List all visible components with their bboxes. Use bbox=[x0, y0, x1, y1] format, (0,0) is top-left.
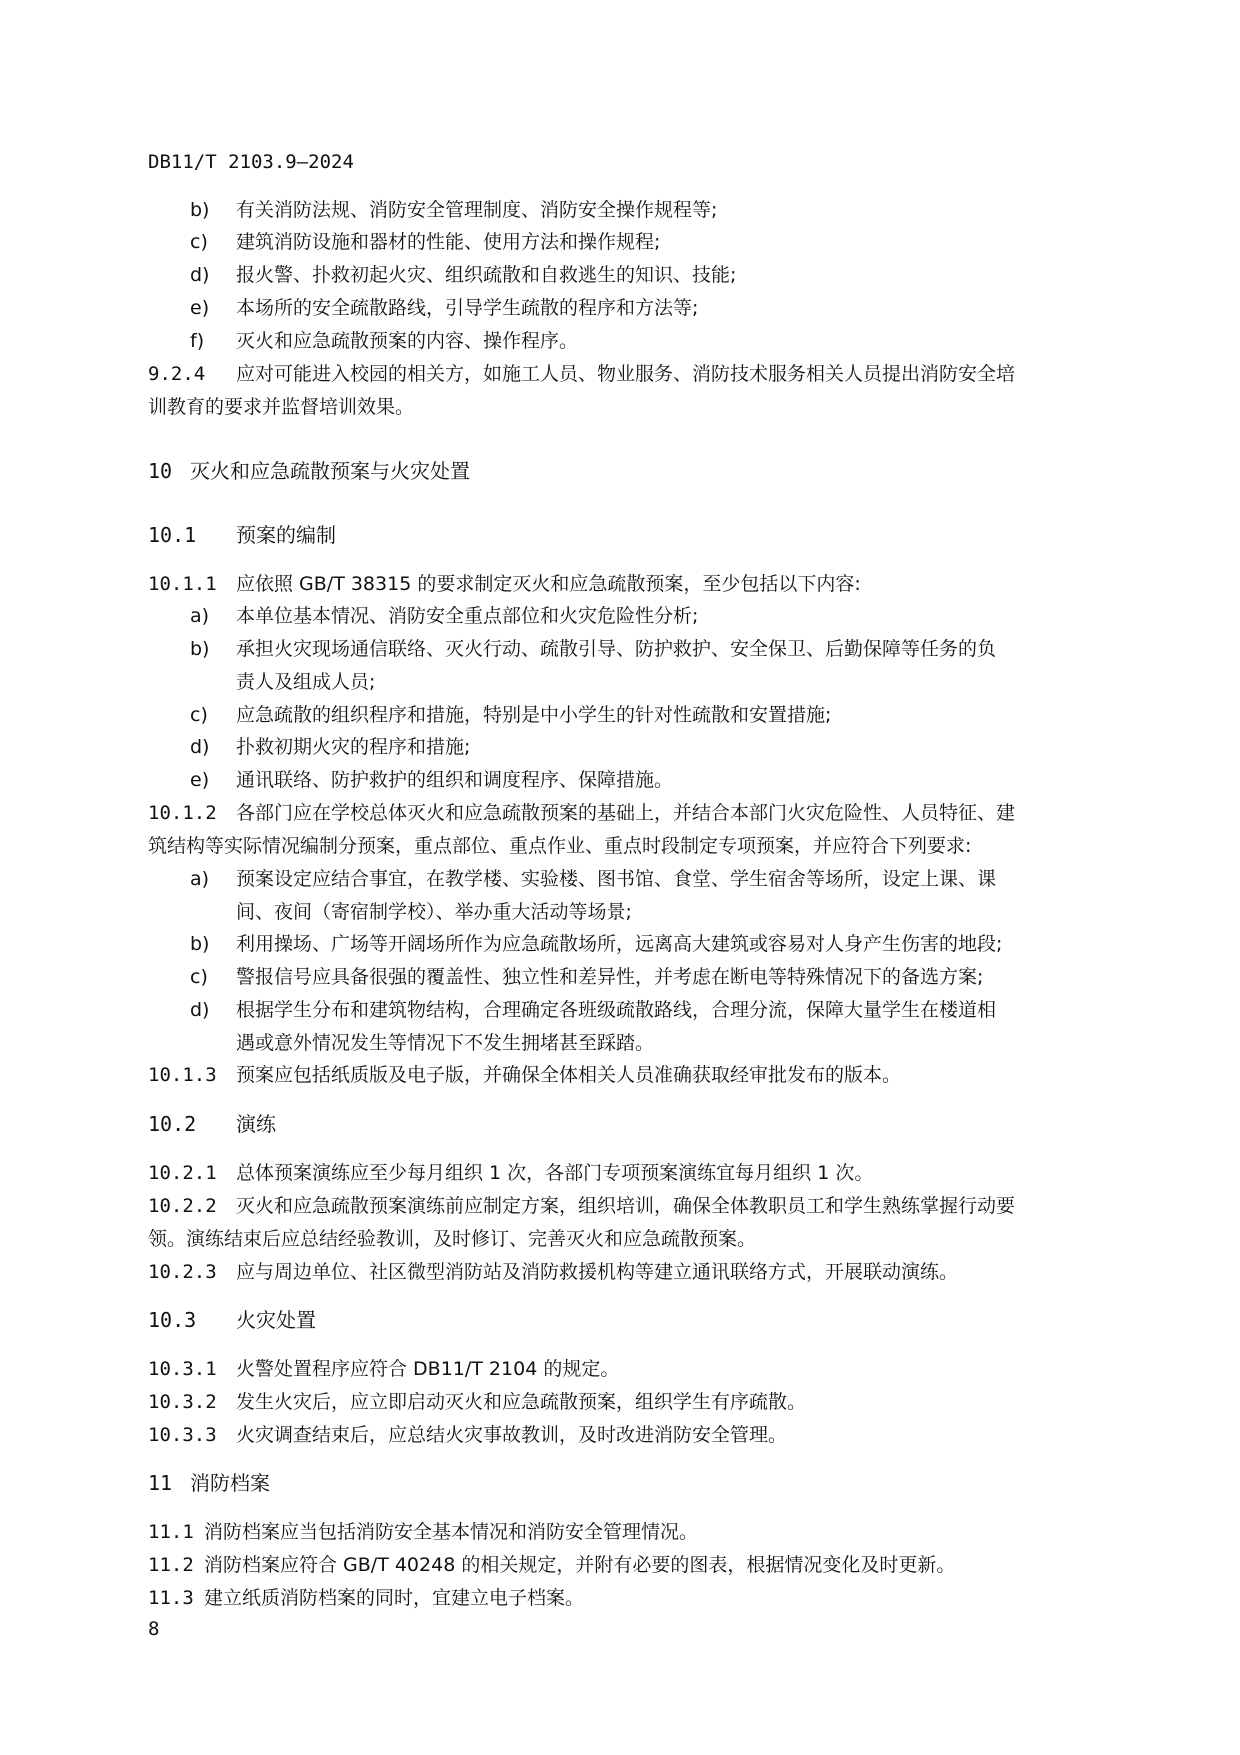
clause-number: 10.1.1 bbox=[148, 573, 217, 595]
chapter-title: 消防档案 bbox=[190, 1471, 270, 1495]
list-item-text: 利用操场、广场等开阔场所作为应急疏散场所，远离高大建筑或容易对人身产生伤害的地段; bbox=[236, 933, 1003, 955]
list-item-text: 报火警、扑救初起火灾、组织疏散和自救逃生的知识、技能; bbox=[236, 264, 737, 286]
list-item-text: 预案设定应结合事宜，在教学楼、实验楼、图书馆、食堂、学生宿舍等场所，设定上课、课 bbox=[236, 868, 997, 890]
list-marker: c) bbox=[190, 231, 208, 253]
clause-number: 10.3.2 bbox=[148, 1391, 217, 1413]
clause-text: 应依照 GB/T 38315 的要求制定灭火和应急疏散预案，至少包括以下内容: bbox=[236, 573, 861, 595]
clause-text: 消防档案应当包括消防安全基本情况和消防安全管理情况。 bbox=[204, 1521, 699, 1543]
list-item-text: 灭火和应急疏散预案的内容、操作程序。 bbox=[236, 330, 579, 352]
chapter-number: 10 bbox=[148, 459, 173, 483]
chapter-title: 灭火和应急疏散预案与火灾处置 bbox=[190, 459, 470, 483]
list-marker: e) bbox=[190, 769, 210, 791]
section-number: 10.3 bbox=[148, 1308, 197, 1332]
clause-number: 9.2.4 bbox=[148, 363, 206, 385]
section-number: 10.1 bbox=[148, 523, 197, 547]
list-marker: f) bbox=[190, 330, 205, 352]
doc-identifier: DB11/T 2103.9—2024 bbox=[148, 151, 354, 173]
list-item-text: 承担火灾现场通信联络、灭火行动、疏散引导、防护救护、安全保卫、后勤保障等任务的负 bbox=[236, 638, 997, 660]
clause-number: 10.3.3 bbox=[148, 1424, 217, 1446]
list-item-text: 建筑消防设施和器材的性能、使用方法和操作规程; bbox=[236, 231, 661, 253]
list-item-text: 本单位基本情况、消防安全重点部位和火灾危险性分析; bbox=[236, 605, 699, 627]
clause-number: 10.3.1 bbox=[148, 1358, 217, 1380]
clause-text: 灭火和应急疏散预案演练前应制定方案，组织培训，确保全体教职员工和学生熟练掌握行动要 bbox=[236, 1195, 1016, 1217]
list-item-text: 扑救初期火灾的程序和措施; bbox=[236, 736, 471, 758]
list-marker: b) bbox=[190, 638, 210, 660]
clause-text-continued: 领。演练结束后应总结经验教训，及时修订、完善灭火和应急疏散预案。 bbox=[148, 1228, 757, 1250]
list-item-text-continued: 遇或意外情况发生等情况下不发生拥堵甚至踩踏。 bbox=[236, 1032, 655, 1054]
clause-number: 10.2.3 bbox=[148, 1261, 217, 1283]
clause-text: 火灾调查结束后，应总结火灾事故教训，及时改进消防安全管理。 bbox=[236, 1424, 788, 1446]
list-item-text: 本场所的安全疏散路线，引导学生疏散的程序和方法等; bbox=[236, 297, 699, 319]
list-marker: d) bbox=[190, 736, 210, 758]
list-marker: b) bbox=[190, 199, 210, 221]
clause-text: 总体预案演练应至少每月组织 1 次，各部门专项预案演练宜每月组织 1 次。 bbox=[236, 1162, 874, 1184]
clause-text-continued: 训教育的要求并监督培训效果。 bbox=[148, 396, 415, 418]
list-item-text: 有关消防法规、消防安全管理制度、消防安全操作规程等; bbox=[236, 199, 718, 221]
clause-number: 11.3 bbox=[148, 1587, 194, 1609]
clause-number: 11.1 bbox=[148, 1521, 194, 1543]
list-marker: c) bbox=[190, 704, 208, 726]
list-item-text: 根据学生分布和建筑物结构，合理确定各班级疏散路线，合理分流，保障大量学生在楼道相 bbox=[236, 999, 997, 1021]
list-marker: d) bbox=[190, 264, 210, 286]
section-title: 演练 bbox=[236, 1112, 276, 1136]
clause-number: 10.1.2 bbox=[148, 802, 217, 824]
list-marker: d) bbox=[190, 999, 210, 1021]
section-title: 预案的编制 bbox=[236, 523, 336, 547]
clause-text: 消防档案应符合 GB/T 40248 的相关规定，并附有必要的图表，根据情况变化及时更新。 bbox=[204, 1554, 956, 1576]
clause-number: 11.2 bbox=[148, 1554, 194, 1576]
list-marker: a) bbox=[190, 868, 210, 890]
clause-number: 10.2.2 bbox=[148, 1195, 217, 1217]
list-item-text-continued: 间、夜间（寄宿制学校）、举办重大活动等场景; bbox=[236, 901, 632, 923]
clause-text: 建立纸质消防档案的同时，宜建立电子档案。 bbox=[204, 1587, 585, 1609]
clause-number: 10.2.1 bbox=[148, 1162, 217, 1184]
list-marker: b) bbox=[190, 933, 210, 955]
list-item-text: 应急疏散的组织程序和措施，特别是中小学生的针对性疏散和安置措施; bbox=[236, 704, 832, 726]
list-item-text: 通讯联络、防护救护的组织和调度程序、保障措施。 bbox=[236, 769, 674, 791]
clause-text: 火警处置程序应符合 DB11/T 2104 的规定。 bbox=[236, 1358, 620, 1380]
clause-text-continued: 筑结构等实际情况编制分预案，重点部位、重点作业、重点时段制定专项预案，并应符合下列要求: bbox=[148, 835, 972, 857]
section-number: 10.2 bbox=[148, 1112, 197, 1136]
list-marker: e) bbox=[190, 297, 210, 319]
chapter-number: 11 bbox=[148, 1471, 173, 1495]
clause-text: 发生火灾后，应立即启动灭火和应急疏散预案，组织学生有序疏散。 bbox=[236, 1391, 807, 1413]
clause-text: 应对可能进入校园的相关方，如施工人员、物业服务、消防技术服务相关人员提出消防安全培 bbox=[236, 363, 1016, 385]
page-number: 8 bbox=[148, 1618, 160, 1640]
list-marker: a) bbox=[190, 605, 210, 627]
list-item-text-continued: 责人及组成人员; bbox=[236, 671, 376, 693]
clause-text: 各部门应在学校总体灭火和应急疏散预案的基础上，并结合本部门火灾危险性、人员特征、建 bbox=[236, 802, 1016, 824]
clause-number: 10.1.3 bbox=[148, 1064, 217, 1086]
clause-text: 应与周边单位、社区微型消防站及消防救援机构等建立通讯联络方式，开展联动演练。 bbox=[236, 1261, 959, 1283]
list-marker: c) bbox=[190, 966, 208, 988]
section-title: 火灾处置 bbox=[236, 1308, 316, 1332]
list-item-text: 警报信号应具备很强的覆盖性、独立性和差异性，并考虑在断电等特殊情况下的备选方案; bbox=[236, 966, 984, 988]
clause-text: 预案应包括纸质版及电子版，并确保全体相关人员准确获取经审批发布的版本。 bbox=[236, 1064, 902, 1086]
